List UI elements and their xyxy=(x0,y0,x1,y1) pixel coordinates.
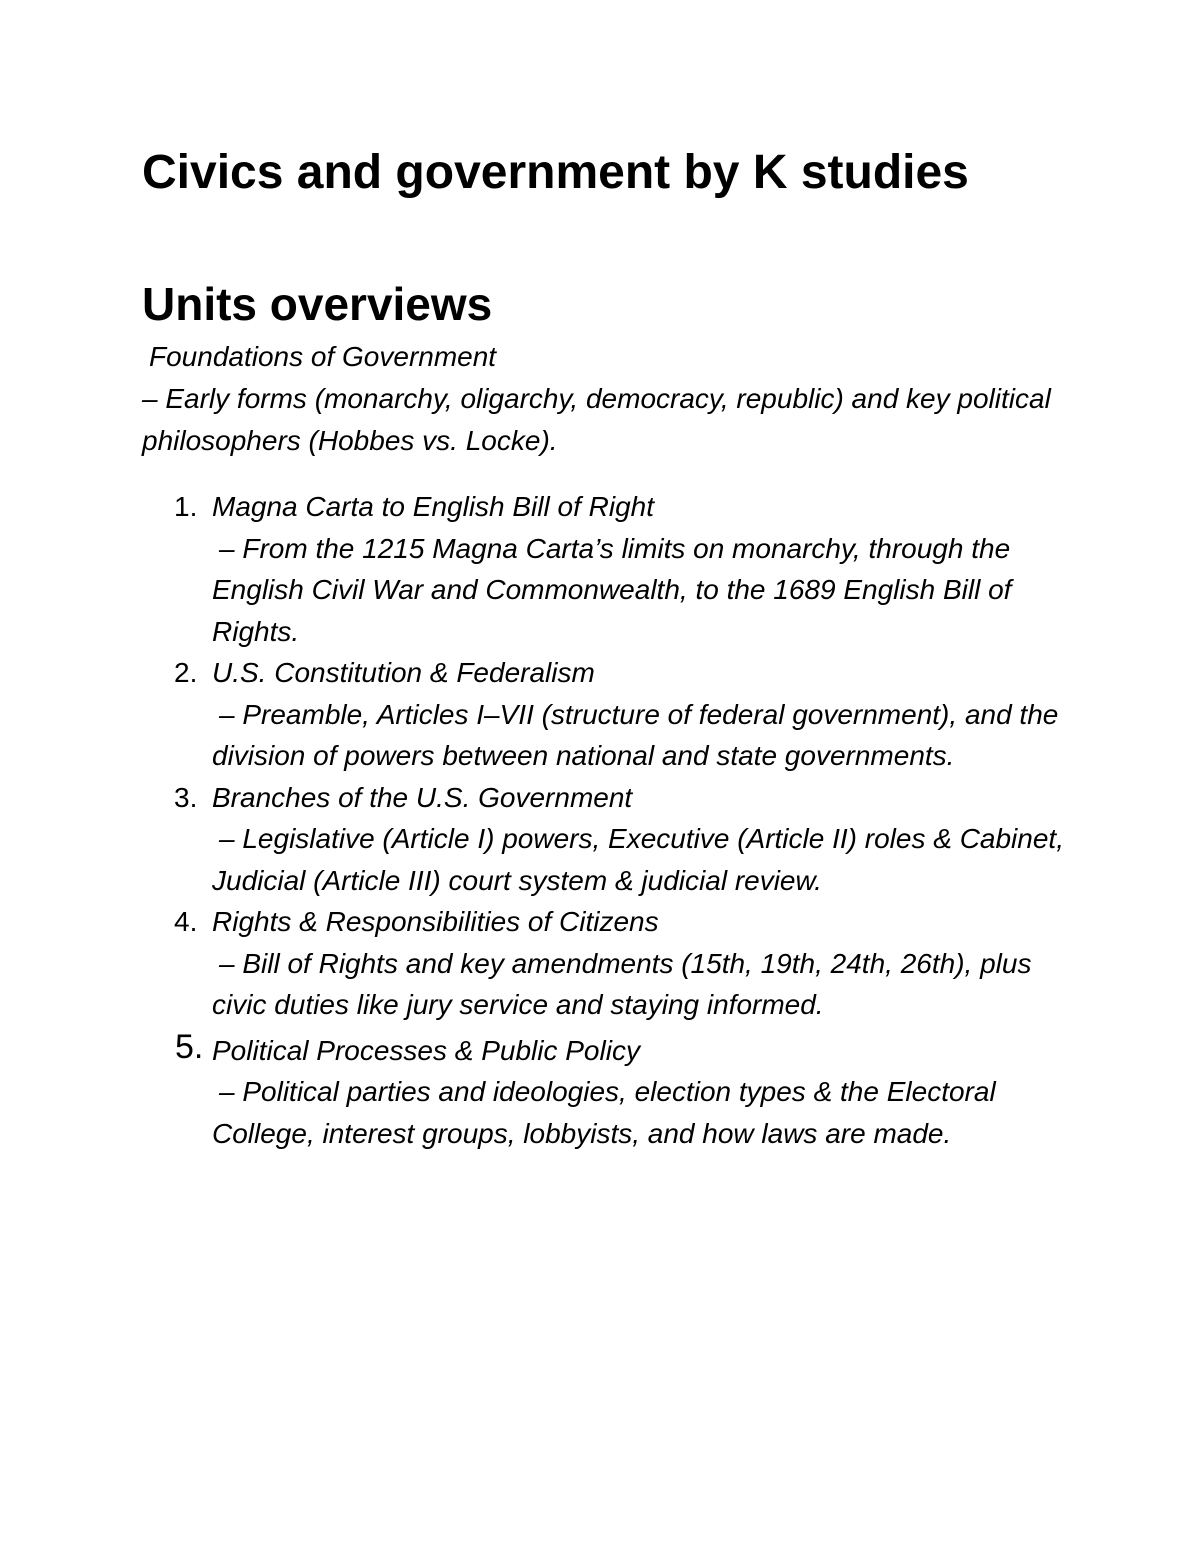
list-item xyxy=(175,1027,1082,1155)
units-list xyxy=(174,486,1082,1154)
list-item-description xyxy=(212,528,1082,653)
list-item-number: 5. xyxy=(175,1027,204,1066)
list-item-title: Rights & Responsibilities of Citizens xyxy=(212,906,659,937)
list-item xyxy=(174,652,1082,777)
list-item-title: Branches of the U.S. Government xyxy=(212,781,633,813)
list-item-number: 3. xyxy=(174,781,198,813)
list-item-description-text: – Political parties and ideologies, election types & the Electoral College, interest groups, lobbyists, and how laws are made. xyxy=(212,1076,996,1149)
intro-title: Foundations of Government xyxy=(149,341,497,372)
list-item-title: Magna Carta to English Bill of Right xyxy=(212,491,654,522)
list-item xyxy=(174,901,1082,1026)
list-item-number: 2. xyxy=(174,657,198,688)
section-heading: Units overviews xyxy=(142,278,493,330)
list-item xyxy=(174,486,1082,652)
list-item-description xyxy=(212,943,1082,1026)
document-title: Civics and government by K studies xyxy=(142,146,969,199)
list-item-title: Political Processes & Public Policy xyxy=(212,1034,640,1066)
list-item-number: 4. xyxy=(174,906,198,937)
list-item-number: 1. xyxy=(174,491,198,522)
list-item-description-text: – Legislative (Article I) powers, Executive (Article II) roles & Cabinet, Judicial (Article III) court system & judicial review. xyxy=(212,823,1064,896)
list-item-description xyxy=(212,818,1082,901)
intro-block xyxy=(142,336,1082,462)
intro-description: – Early forms (monarchy, oligarchy, democracy, republic) and key political philosophers (Hobbes vs. Locke). xyxy=(142,383,1051,456)
list-item-description xyxy=(212,1071,1082,1154)
list-item-description-text: – Preamble, Articles I–VII (structure of federal government), and the division of powers between national and state governments. xyxy=(212,698,1059,771)
list-item xyxy=(174,777,1082,902)
list-item-description-text: – Bill of Rights and key amendments (15th, 19th, 24th, 26th), plus civic duties like jury service and staying informed. xyxy=(212,947,1032,1020)
list-item-description-text: – From the 1215 Magna Carta’s limits on monarchy, through the English Civil War and Commonwealth, to the 1689 English Bill of Rights. xyxy=(212,532,1012,647)
list-item-title: U.S. Constitution & Federalism xyxy=(212,657,595,688)
list-item-description xyxy=(212,694,1082,777)
